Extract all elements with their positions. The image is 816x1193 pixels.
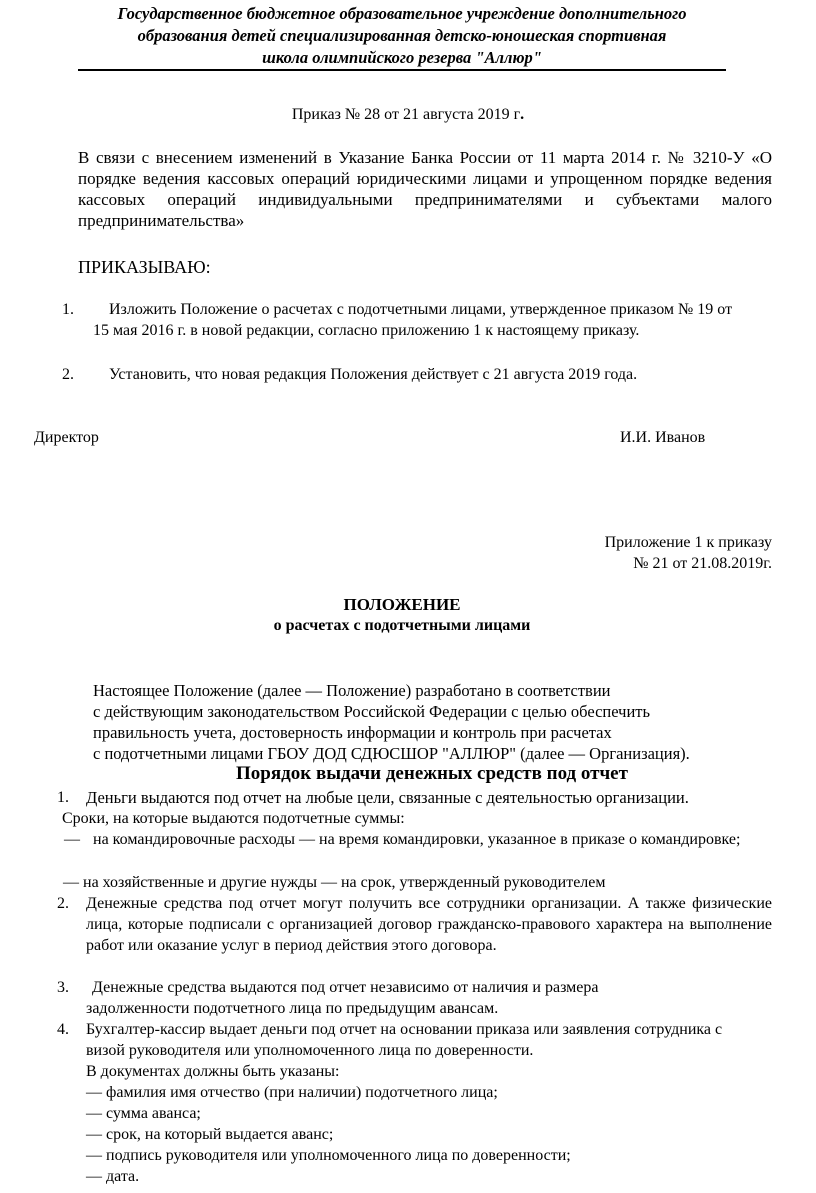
order-item-text: Изложить Положение о расчетах с подотчетными лицами, утвержденное приказом № 19 от 15 мая 2016 г. в новой редакции, согласно приложению 1 к настоящему приказу. <box>93 301 733 339</box>
order-command: ПРИКАЗЫВАЮ: <box>78 257 211 277</box>
list-item: — подпись руководителя или уполномоченного лица по доверенности; <box>86 1147 571 1164</box>
order-item-number: 2. <box>62 366 74 383</box>
header-line: Государственное бюджетное образовательное учреждение дополнительного <box>117 4 687 23</box>
header-line: образования детей специализированная детско-юношеская спортивная <box>137 26 667 45</box>
order-item <box>62 299 772 341</box>
documents-label: В документах должны быть указаны: <box>86 1063 340 1080</box>
list-number: 3. <box>57 979 69 996</box>
list-item-text: Бухгалтер-кассир выдает деньги под отчет на основании приказа или заявления сотрудника с визой руководителя или уполномоченного лица по доверенности. <box>86 1021 723 1059</box>
list-number: 1. <box>57 789 69 806</box>
order-preamble: В связи с внесением изменений в Указание Банка России от 11 марта 2014 г. № 3210-У «О порядке ведения кассовых операций юридическими лицами и упрощенном порядке ведения кассовых операций индивидуальными предпринимателями и субъектами малого предпринимательства» <box>78 148 772 230</box>
appendix-reference: Приложение 1 к приказу № 21 от 21.08.2019г. <box>604 534 772 572</box>
documents-list <box>86 1082 571 1187</box>
signature-name: И.И. Иванов <box>620 429 706 446</box>
list-item: — дата. <box>86 1168 140 1185</box>
order-item-text: Установить, что новая редакция Положения действует с 21 августа 2019 года. <box>109 366 638 383</box>
list-number: 2. <box>57 895 69 912</box>
order-item-number: 1. <box>62 301 74 318</box>
organization-header <box>78 3 726 69</box>
signature-position: Директор <box>34 429 99 446</box>
list-item-text: Денежные средства под отчет могут получить все сотрудники организации. А также физические лица, которые подписали с организацией договор гражданско-правового характера на выполнение работ или оказание услуг в период действия этого договора. <box>86 895 772 954</box>
dash-item: на командировочные расходы — на время командировки, указанное в приказе о командировке; <box>93 831 741 848</box>
list-item-text: Денежные средства выдаются под отчет независимо от наличия и размера задолженности подотчетного лица по предыдущим авансам. <box>86 979 599 1017</box>
list-number: 4. <box>57 1021 69 1038</box>
list-item-text: Деньги выдаются под отчет на любые цели, связанные с деятельностью организации. <box>86 788 689 807</box>
list-item: — сумма аванса; <box>86 1105 201 1122</box>
section-title: Порядок выдачи денежных средств под отчет <box>236 763 628 784</box>
header-line: школа олимпийского резерва "Аллюр" <box>262 48 542 67</box>
list-item: — фамилия имя отчество (при наличии) подотчетного лица; <box>86 1084 498 1101</box>
list-item: — срок, на который выдается аванс; <box>86 1126 334 1143</box>
appendix-intro: Настоящее Положение (далее — Положение) разработано в соответствии с действующим законодательством Российской Федерации с целью обеспечить правильность учета, достоверность информации и контроль при расчетах с подотчетными лицами ГБОУ ДОД СДЮСШОР "АЛЛЮР" (далее — Организация). <box>93 681 690 763</box>
order-title: Приказ № 28 от 21 августа 2019 г. <box>291 106 525 123</box>
header-divider <box>78 69 726 71</box>
terms-label: Сроки, на которые выдаются подотчетные суммы: <box>62 810 405 827</box>
dash-item: — на хозяйственные и другие нужды — на срок, утвержденный руководителем <box>63 874 606 891</box>
appendix-subtitle: о расчетах с подотчетными лицами <box>273 617 531 634</box>
appendix-title: ПОЛОЖЕНИЕ <box>343 595 461 614</box>
dash-mark: — <box>64 831 80 848</box>
order-item <box>62 364 772 385</box>
